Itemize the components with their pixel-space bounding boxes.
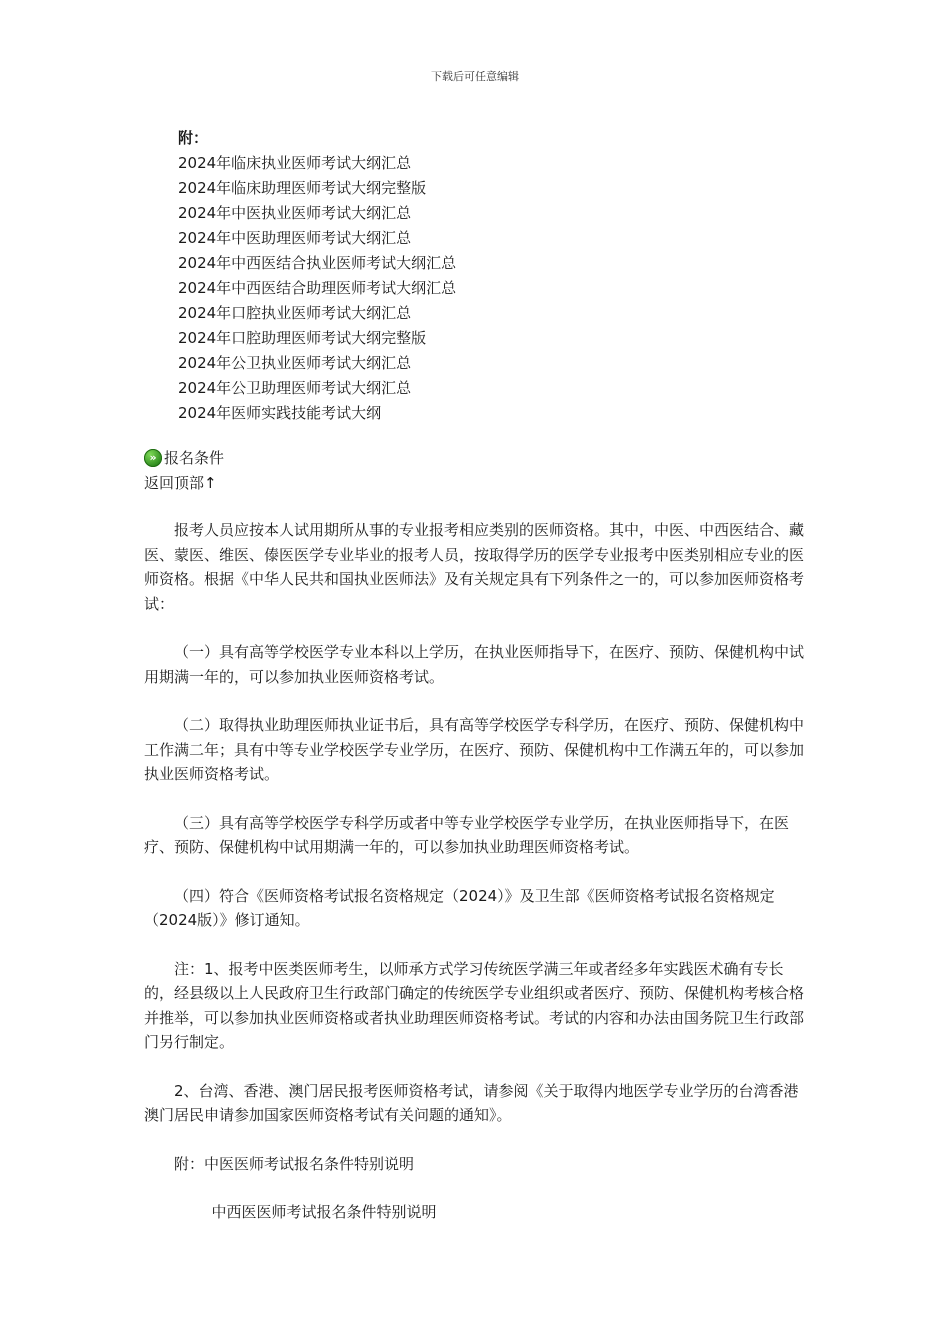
attachment-link[interactable]: 2024年公卫执业医师考试大纲汇总 [178,354,412,372]
condition-2: （二）取得执业助理医师执业证书后，具有高等学校医学专科学历，在医疗、预防、保健机构中工作满二年；具有中等专业学校医学专业学历，在医疗、预防、保健机构中工作满五年的，可以参加执业医师资格考试。 [144,716,805,783]
attachment-link[interactable]: 2024年公卫助理医师考试大纲汇总 [178,379,412,397]
note-1: 注：1、报考中医类医师考生，以师承方式学习传统医学满三年或者经多年实践医术确有专长的，经县级以上人民政府卫生行政部门确定的传统医学专业组织或者医疗、预防、保健机构考核合格并推举，可以参加执业医师资格或者执业助理医师资格考试。考试的内容和办法由国务院卫生行政部门另行制定。 [144,959,805,1051]
attachment-list [178,126,456,426]
condition-3: （三）具有高等学校医学专科学历或者中等专业学校医学专业学历，在执业医师指导下，在医疗、预防、保健机构中试用期满一年的，可以参加执业助理医师资格考试。 [144,813,790,856]
condition-1: （一）具有高等学校医学专业本科以上学历，在执业医师指导下，在医疗、预防、保健机构中试用期满一年的，可以参加执业医师资格考试。 [144,643,805,686]
attachment-link[interactable]: 2024年口腔助理医师考试大纲完整版 [178,329,427,347]
appendix-link-2[interactable]: 中西医医师考试报名条件特别说明 [211,1203,437,1221]
attachment-link[interactable]: 2024年中西医结合助理医师考试大纲汇总 [178,279,457,297]
section-heading [144,446,224,470]
attachment-link[interactable]: 2024年中西医结合执业医师考试大纲汇总 [178,254,457,272]
attachment-link[interactable]: 2024年中医执业医师考试大纲汇总 [178,204,412,222]
note-2: 2、台湾、香港、澳门居民报考医师资格考试，请参阅《关于取得内地医学专业学历的台湾香港澳门居民申请参加国家医师资格考试有关问题的通知》。 [144,1081,799,1124]
article-body [144,518,812,1249]
attachment-title: 附： [178,129,209,147]
attachment-link[interactable]: 2024年口腔执业医师考试大纲汇总 [178,304,412,322]
appendix-link-1[interactable]: 附：中医医师考试报名条件特别说明 [174,1154,415,1173]
double-chevron-right-icon: » [144,449,162,467]
section-title: 报名条件 [164,449,225,467]
attachment-link[interactable]: 2024年医师实践技能考试大纲 [178,404,382,422]
header-note: 下载后可任意编辑 [431,70,519,83]
back-to-top-link[interactable]: 返回顶部↑ [144,474,217,492]
condition-4: （四）符合《医师资格考试报名资格规定（2024）》及卫生部《医师资格考试报名资格规定（2024版）》修订通知。 [144,886,775,929]
intro-paragraph: 报考人员应按本人试用期所从事的专业报考相应类别的医师资格。其中，中医、中西医结合、藏医、蒙医、维医、傣医医学专业毕业的报考人员，按取得学历的医学专业报考中医类别相应专业的医师资格。根据《中华人民共和国执业医师法》及有关规定具有下列条件之一的，可以参加医师资格考试： [144,521,805,613]
attachment-link[interactable]: 2024年临床执业医师考试大纲汇总 [178,154,412,172]
attachment-link[interactable]: 2024年中医助理医师考试大纲汇总 [178,229,412,247]
attachment-link[interactable]: 2024年临床助理医师考试大纲完整版 [178,179,427,197]
